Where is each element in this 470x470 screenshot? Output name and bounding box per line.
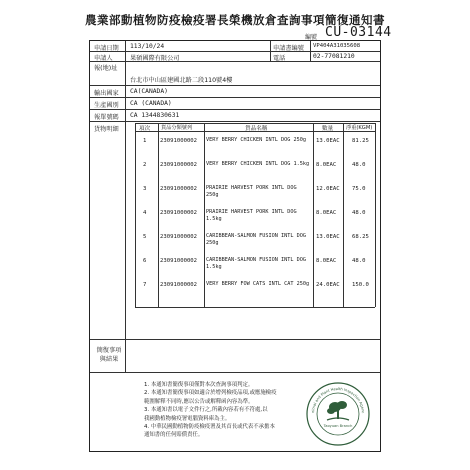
- note-line: 2. 本通知書簡復事項如適合於增列檢疫品項,或應施檢疫: [144, 390, 277, 397]
- seal-text-bottom: Taoyuan Branch: [323, 424, 353, 428]
- remarks-label: 簡復事項與結果: [96, 347, 122, 363]
- row-weight: 68.25: [352, 234, 369, 240]
- row-qty: 13.0EAC: [316, 138, 340, 144]
- row-code: 23091000002: [160, 138, 198, 144]
- origin-label: 生產國別: [94, 102, 119, 109]
- origin-value: CA (CANADA): [130, 100, 172, 107]
- row-weight: 150.0: [352, 282, 369, 288]
- row-qty: 8.0EAC: [316, 210, 337, 216]
- row-no: 2: [143, 162, 147, 168]
- row-code: 23091000002: [160, 186, 198, 192]
- address-label: 報(地)址: [94, 65, 118, 72]
- note-line: 範圍解釋不同時,應以公告或解釋函內容為準。: [144, 398, 254, 405]
- row-no: 1: [143, 138, 147, 144]
- row-name: CARIBBEAN-SALMON FUSION INTL DOG 250g: [206, 233, 306, 246]
- row-code: 23091000002: [160, 258, 198, 264]
- doc-number-label: 編號: [305, 34, 318, 41]
- row-code: 23091000002: [160, 210, 198, 216]
- row-no: 4: [143, 210, 147, 216]
- row-code: 23091000002: [160, 162, 198, 168]
- address-value: 台北市中山區建國北路二段110號4樓: [130, 77, 233, 84]
- row-qty: 8.0EAC: [316, 162, 337, 168]
- note-line: 3. 本通知書以電子文件行之,所載內容若有不符處,以: [144, 407, 268, 414]
- phone-value: 02-77081210: [313, 53, 355, 60]
- row-name: PRAIRIE HARVEST PORK INTL DOG 250g: [206, 185, 297, 198]
- table-header-code: 貨品分類號列: [161, 125, 193, 131]
- document-title: 農業部動植物防疫檢疫署長榮機放倉查詢事項簡復通知書: [85, 13, 385, 27]
- goods-label: 貨物明細: [94, 126, 119, 133]
- row-no: 5: [143, 234, 147, 240]
- row-no: 6: [143, 258, 147, 264]
- applicant-label: 申請人: [94, 55, 113, 62]
- app-no-value: VP404A31035608: [313, 43, 361, 49]
- row-weight: 48.0: [352, 162, 366, 168]
- row-weight: 75.0: [352, 186, 366, 192]
- row-name: VERY BERRY CHICKEN INTL DOG 250g: [206, 137, 306, 143]
- row-weight: 48.0: [352, 258, 366, 264]
- table-header-qty: 數量: [322, 126, 334, 132]
- table-header-weight: 淨重(KGM): [346, 125, 373, 131]
- applicant-value: 果碩國際有限公司: [130, 55, 180, 62]
- row-qty: 13.0EAC: [316, 234, 340, 240]
- row-qty: 8.0EAC: [316, 258, 337, 264]
- table-header-no: 項次: [139, 126, 151, 132]
- row-name: PRAIRIE HARVEST PORK INTL DOG 1.5kg: [206, 209, 297, 222]
- row-weight: 81.25: [352, 138, 369, 144]
- invoice-value: CA 1344830631: [130, 112, 180, 119]
- row-name: CARIBBEAN-SALMON FUSION INTL DOG 1.5kg: [206, 257, 306, 270]
- row-code: 23091000002: [160, 282, 198, 288]
- seal-text-top: nimal and Plant Health Inspection Agenc: [311, 386, 366, 414]
- row-weight: 48.0: [352, 210, 366, 216]
- note-line: 1. 本通知書簡復事項僅對本次查詢事項判定。: [144, 382, 254, 388]
- row-code: 23091000002: [160, 234, 198, 240]
- invoice-label: 報單號碼: [94, 114, 119, 121]
- row-no: 3: [143, 186, 147, 192]
- export-country-value: CA(CANADA): [130, 88, 168, 95]
- row-no: 7: [143, 282, 147, 288]
- app-no-label: 申請書編號: [273, 45, 304, 52]
- row-name: VERY BERRY CHICKEN INTL DOG 1.5kg: [206, 161, 310, 167]
- note-line: 4. 中華民國動植物防疫檢疫署及其首長或代表不承擔本: [144, 424, 275, 430]
- doc-number: CU-03144: [325, 25, 392, 40]
- date-value: 113/10/24: [130, 43, 165, 50]
- date-label: 申請日期: [94, 45, 119, 52]
- row-qty: 12.0EAC: [316, 186, 340, 192]
- row-name: VERY BERRY FOW CATS INTL CAT 250g: [206, 281, 310, 287]
- phone-label: 電話: [273, 55, 286, 62]
- note-line: 我國動植物檢疫署電腦資料庫為主。: [144, 415, 231, 422]
- export-country-label: 輸出國家: [94, 90, 119, 97]
- agency-seal-icon: [305, 381, 371, 447]
- note-line: 通知書的任何賠償責任。: [144, 432, 204, 439]
- table-header-name: 貨品名稱: [245, 126, 268, 132]
- row-qty: 24.0EAC: [316, 282, 340, 288]
